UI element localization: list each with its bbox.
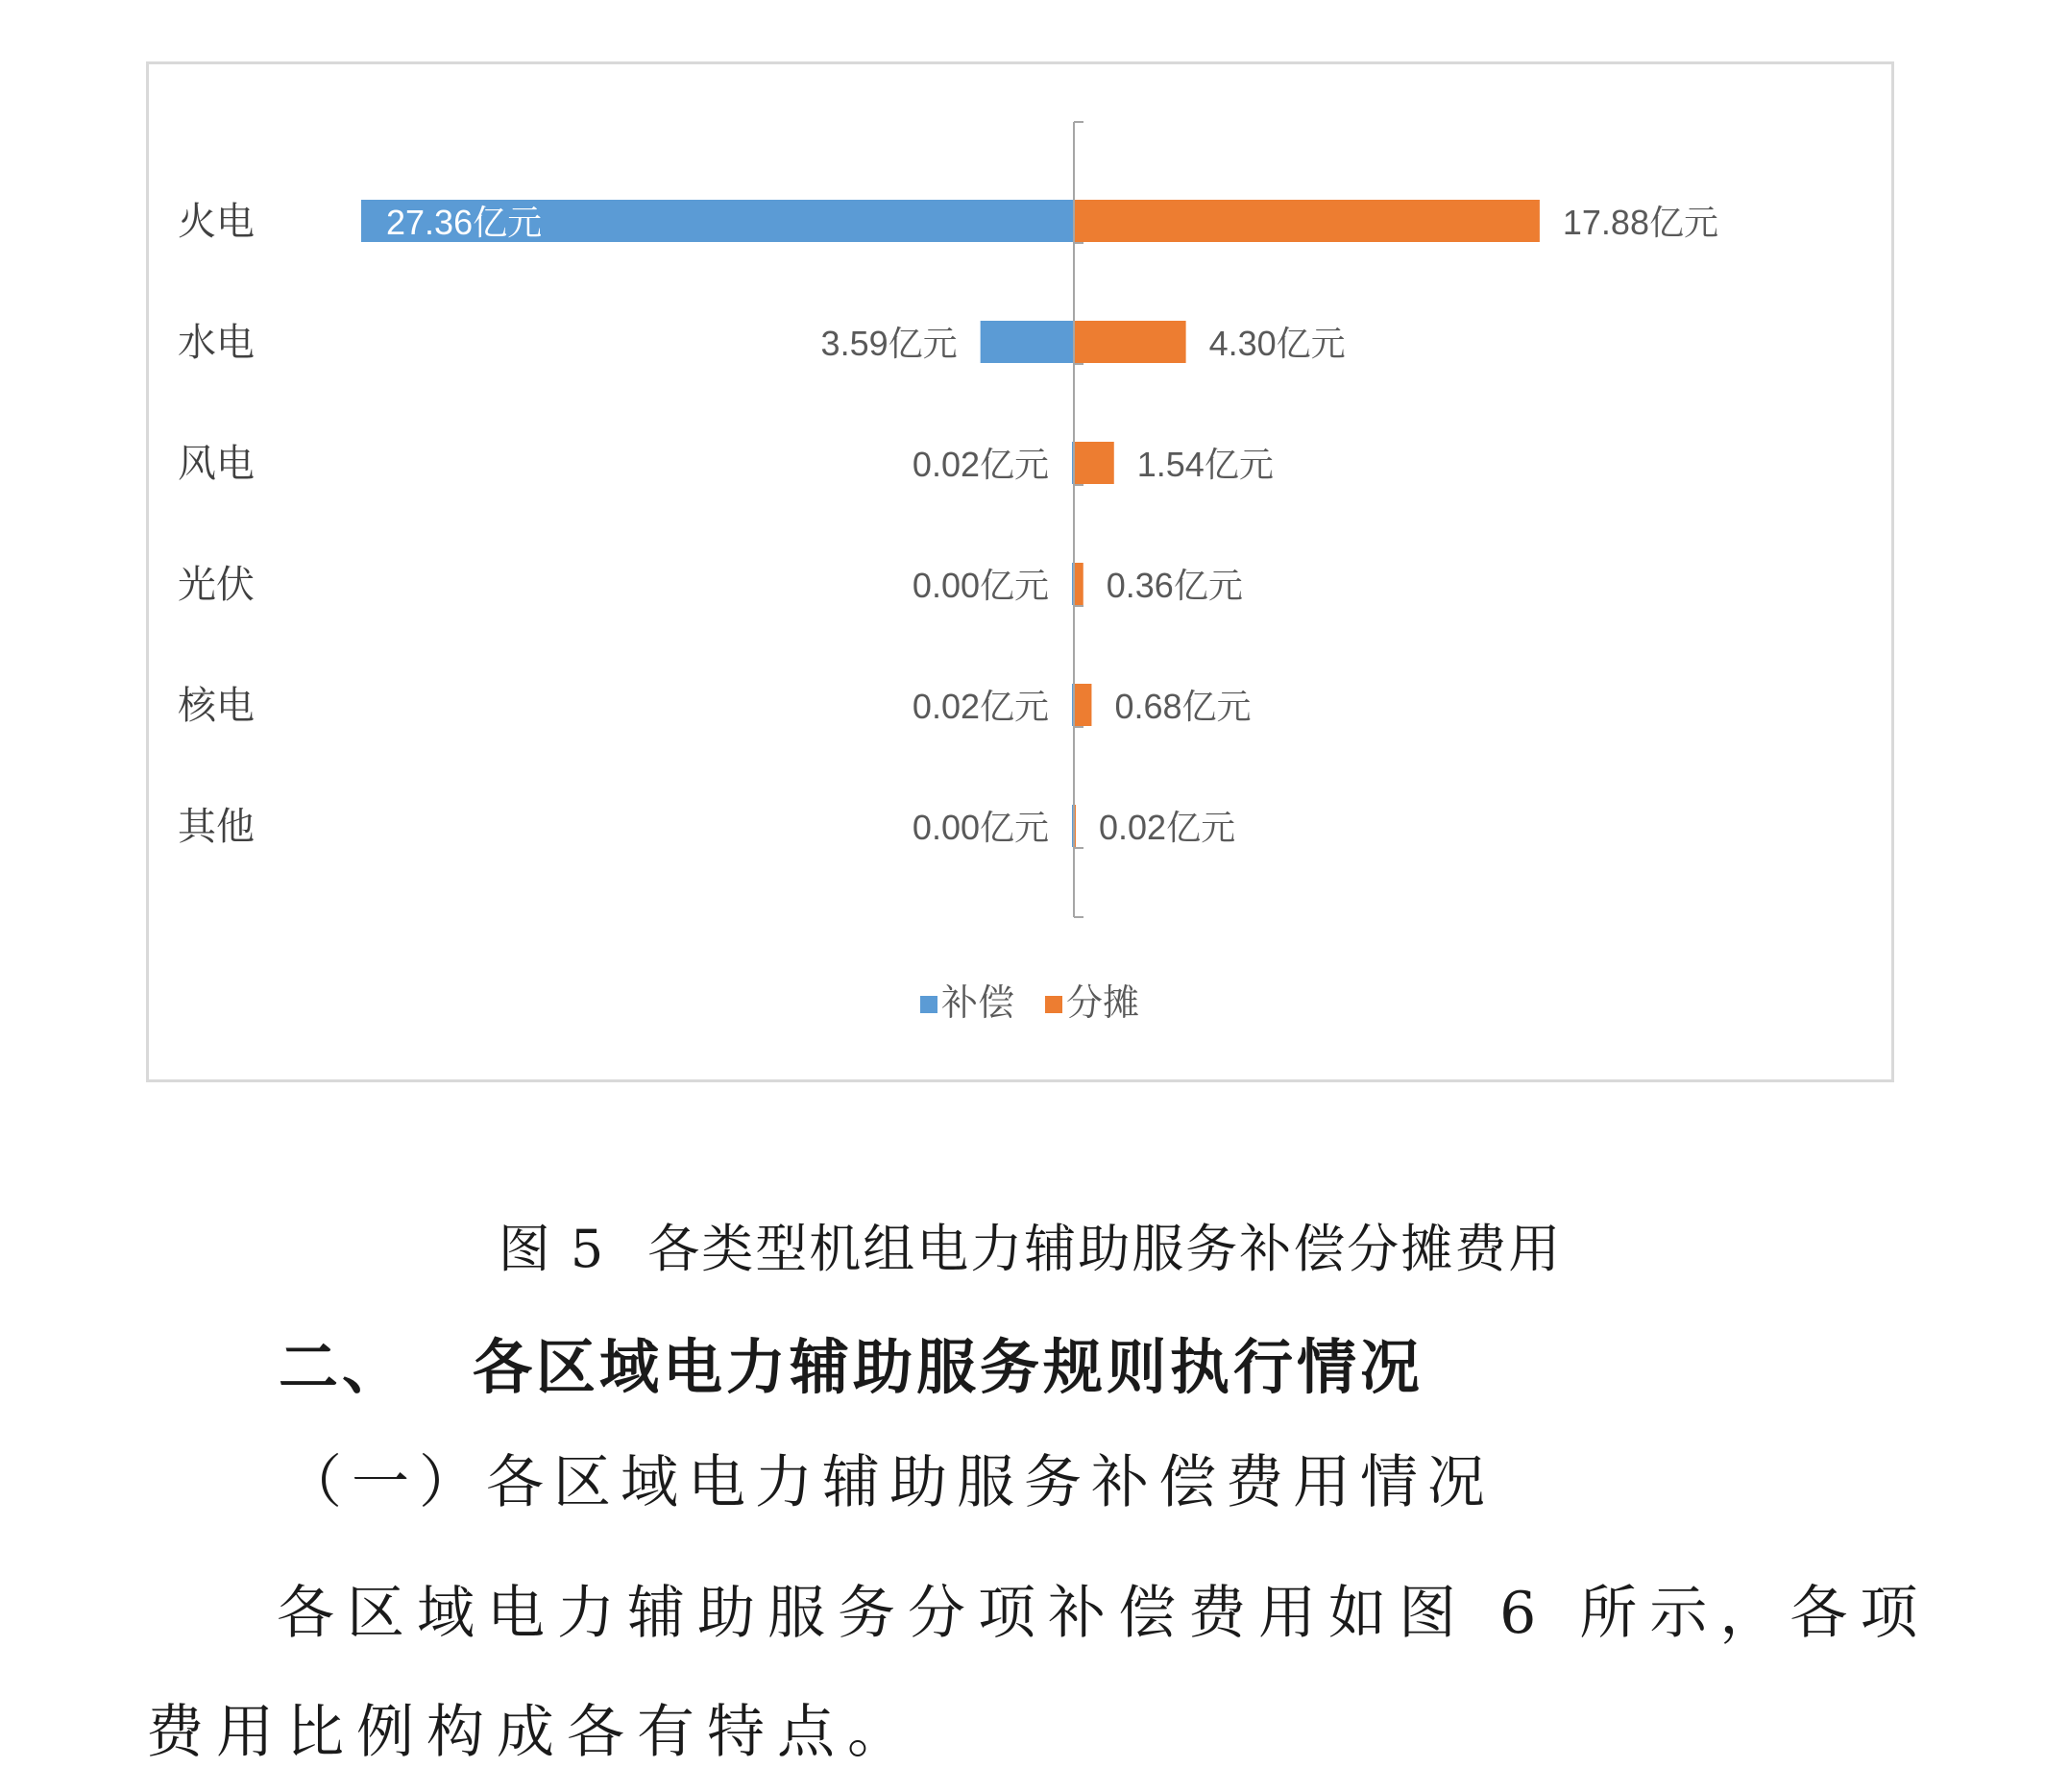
- section-number: 二、: [279, 1332, 406, 1402]
- bar-allocation: [1074, 200, 1540, 242]
- data-label-compensation: 0.02亿元: [912, 687, 1049, 726]
- body-paragraph: 各区域电力辅助服务分项补偿费用如图 6 所示，各项费用比例构成各有特点。: [146, 1580, 1931, 1766]
- data-label-compensation: 0.00亿元: [912, 808, 1049, 847]
- bar-allocation: [1074, 442, 1114, 484]
- category-label: 水电: [178, 322, 255, 364]
- category-label: 光伏: [178, 564, 255, 606]
- data-label-allocation: 1.54亿元: [1136, 445, 1274, 484]
- legend-swatch-compensation: [920, 996, 937, 1013]
- data-label-allocation: 0.02亿元: [1099, 808, 1236, 847]
- legend-swatch-allocation: [1045, 996, 1062, 1013]
- bar-compensation: [981, 321, 1074, 363]
- data-label-compensation: 0.00亿元: [912, 566, 1049, 605]
- legend-label-allocation: 分摊: [1066, 983, 1140, 1024]
- bar-allocation: [1074, 684, 1091, 726]
- data-label-allocation: 4.30亿元: [1208, 324, 1346, 363]
- bar-chart: [149, 64, 1891, 1079]
- section-heading: [279, 1320, 1424, 1405]
- figure-caption-text: 各类型机组电力辅助服务补偿分摊费用: [647, 1219, 1563, 1279]
- legend-label-compensation: 补偿: [941, 983, 1015, 1024]
- data-label-compensation: 27.36亿元: [386, 203, 543, 242]
- category-label: 其他: [178, 806, 255, 848]
- category-label: 核电: [178, 685, 255, 727]
- data-label-allocation: 17.88亿元: [1562, 203, 1718, 242]
- figure-caption-label: 图 5: [498, 1219, 606, 1279]
- data-label-allocation: 0.36亿元: [1106, 566, 1243, 605]
- category-label: 火电: [178, 201, 255, 243]
- category-label: 风电: [178, 443, 255, 485]
- figure-caption: [0, 1208, 2045, 1282]
- chart-frame: [146, 61, 1894, 1082]
- section-title: 各区域电力辅助服务规则执行情况: [473, 1332, 1424, 1402]
- data-label-compensation: 3.59亿元: [820, 324, 958, 363]
- data-label-compensation: 0.02亿元: [912, 445, 1049, 484]
- bar-allocation: [1074, 321, 1186, 363]
- bar-allocation: [1074, 563, 1083, 605]
- data-label-allocation: 0.68亿元: [1114, 687, 1252, 726]
- subsection-heading: （一）各区域电力辅助服务补偿费用情况: [284, 1449, 1495, 1516]
